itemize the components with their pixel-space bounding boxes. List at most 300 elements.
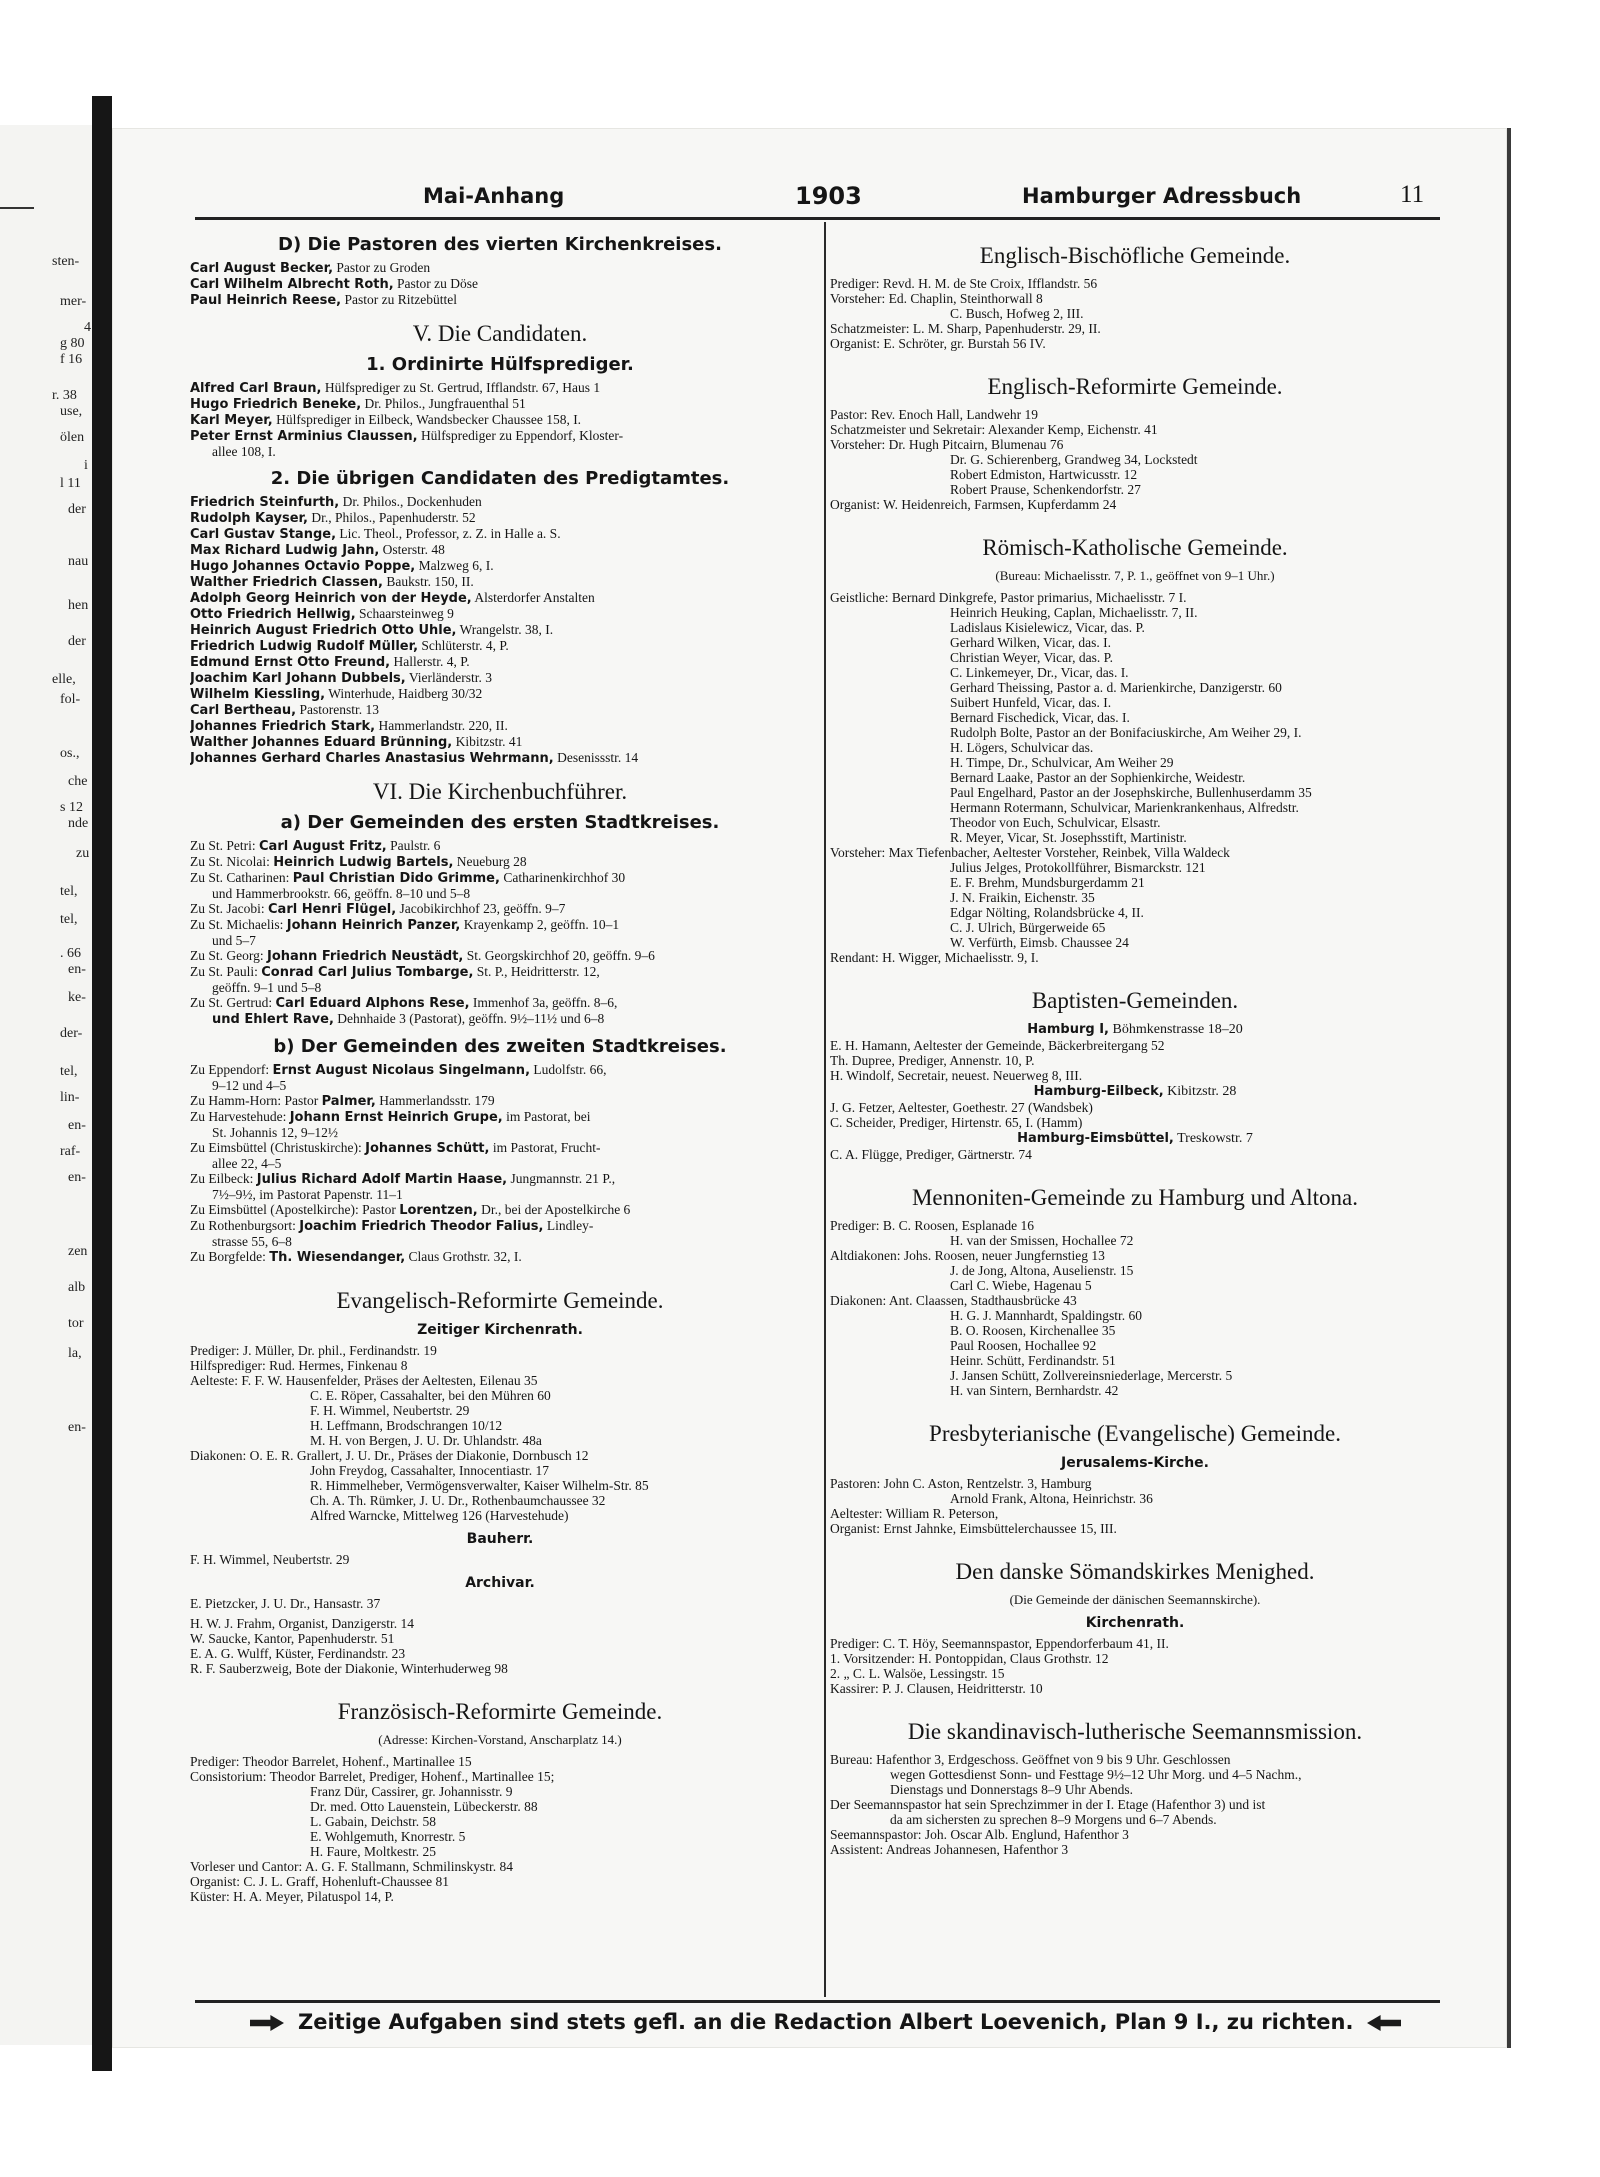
- church-member-entry: Aelteste: F. F. W. Hausenfelder, Präses der Aeltesten, Eilenau 35: [190, 1373, 538, 1388]
- entry-name: Th. Wiesendanger,: [269, 1250, 406, 1265]
- candidate-entry: [190, 638, 810, 654]
- adjacent-page-fragment: i: [84, 458, 88, 473]
- entry-name: Heinrich Ludwig Bartels,: [273, 855, 454, 870]
- entry-name: und Ehlert Rave,: [212, 1012, 334, 1027]
- church-member-entry: Robert Edmiston, Hartwicusstr. 12: [950, 467, 1138, 482]
- entry-detail: Hülfsprediger in Eilbeck, Wandsbecker Chaussee 158, I.: [272, 412, 582, 427]
- entry-name: Walther Johannes Eduard Brünning,: [190, 735, 453, 750]
- registrar-entry: [190, 1140, 810, 1156]
- entry-detail: Hülfsprediger zu St. Gertrud, Ifflandstr. 67, Haus 1: [321, 380, 601, 395]
- entry-detail: Pastorenstr. 13: [296, 702, 379, 717]
- church-member-entry: H. Windolf, Secretair, neuest. Neuerweg 8, III.: [830, 1068, 1083, 1083]
- church-member-entry: Hilfsprediger: Rud. Hermes, Finkenau 8: [190, 1358, 408, 1373]
- registrar-entry: [190, 1202, 810, 1218]
- church-member-entry: Suibert Hunfeld, Vicar, das. I.: [950, 695, 1112, 710]
- candidate-entry: [190, 670, 810, 686]
- entry-detail: und 5–7: [212, 933, 256, 948]
- entry-detail: Hammerlandsstr. 179: [375, 1093, 495, 1108]
- entry-prefix: Zu St. Gertrud:: [190, 995, 276, 1010]
- congregation-heading: [830, 1130, 1440, 1147]
- church-member-entry: Der Seemannspastor hat sein Sprechzimmer in der I. Etage (Hafenthor 3) und ist: [830, 1797, 1266, 1812]
- entry-name: Johann Ernst Heinrich Grupe,: [289, 1110, 503, 1125]
- church-member-entry: Th. Dupree, Prediger, Annenstr. 10, P.: [830, 1053, 1035, 1068]
- entry-detail: Jungmannstr. 21 P.,: [507, 1171, 616, 1186]
- running-header: [305, 180, 1435, 216]
- entry-detail: Desenissstr. 14: [553, 750, 639, 765]
- adjacent-page-fragment: nde: [68, 816, 89, 831]
- entry-name: Alfred Carl Braun,: [190, 381, 322, 396]
- registrar-entry: [190, 917, 810, 933]
- church-member-entry: Arnold Frank, Altona, Heinrichstr. 36: [950, 1491, 1153, 1506]
- adjacent-page-fragment: alb: [68, 1280, 86, 1295]
- entry-detail: St. Johannis 12, 9–12½: [212, 1125, 339, 1140]
- entry-detail: Schaarsteinweg 9: [355, 606, 454, 621]
- entry-name: Rudolph Kayser,: [190, 511, 308, 526]
- entry-name: Otto Friedrich Hellwig,: [190, 607, 356, 622]
- entry-name: Friedrich Steinfurth,: [190, 495, 340, 510]
- candidate-entry: [190, 702, 810, 718]
- church-member-entry: H. Timpe, Dr., Schulvicar, Am Weiher 29: [950, 755, 1174, 770]
- church-member-entry: Franz Dür, Cassirer, gr. Johannisstr. 9: [310, 1784, 513, 1799]
- church-member-entry: L. Gabain, Deichstr. 58: [310, 1814, 436, 1829]
- spacer: [190, 459, 810, 464]
- entry-name: Julius Richard Adolf Martin Haase,: [256, 1172, 508, 1187]
- entry-detail: Dr. Philos., Dockenhuden: [339, 494, 482, 509]
- adjacent-page-fragment: s 12: [60, 800, 83, 815]
- adjacent-page-fragment: en-: [68, 1118, 86, 1133]
- church-member-entry: Vorsteher: Ed. Chaplin, Steinthorwall 8: [830, 291, 1043, 306]
- church-member-entry: Heinrich Heuking, Caplan, Michaelisstr. 7, II.: [950, 605, 1198, 620]
- church-member-entry: 2. „ C. L. Walsöe, Lessingstr. 15: [830, 1666, 1005, 1681]
- entry-name: Johann Heinrich Panzer,: [286, 918, 461, 933]
- entry-detail: St. Georgskirchhof 20, geöffn. 9–6: [463, 948, 655, 963]
- registrar-entry: [190, 1249, 810, 1265]
- registrar-entry: [190, 1093, 810, 1109]
- entry-detail: Pastor zu Ritzebüttel: [341, 292, 457, 307]
- church-member-entry: 1. Vorsitzender: H. Pontoppidan, Claus Grothstr. 12: [830, 1651, 1109, 1666]
- entry-name: Carl Eduard Alphons Rese,: [275, 996, 470, 1011]
- spacer: [830, 1536, 1440, 1546]
- adjacent-page-fragment: ölen: [60, 430, 85, 445]
- adjacent-page-fragment: tor: [68, 1316, 84, 1331]
- adjacent-page-fragment: en-: [68, 962, 86, 977]
- church-member-entry: R. F. Sauberzweig, Bote der Diakonie, Winterhuderweg 98: [190, 1661, 508, 1676]
- church-member-entry: Carl C. Wiebe, Hagenau 5: [950, 1278, 1092, 1293]
- candidate-entry: [190, 380, 810, 396]
- registrar-entry: [190, 1171, 810, 1187]
- congregation-address: Treskowstr. 7: [1173, 1131, 1253, 1146]
- adjacent-page-fragment: zu: [76, 846, 90, 861]
- church-member-entry: H. W. J. Frahm, Organist, Danzigerstr. 14: [190, 1616, 414, 1631]
- church-member-entry: Bernard Laake, Pastor an der Sophienkirche, Weidestr.: [950, 770, 1246, 785]
- entry-prefix: Zu St. Georg:: [190, 948, 267, 963]
- church-member-entry: Küster: H. A. Meyer, Pilatuspol 14, P.: [190, 1889, 394, 1904]
- adjacent-page-fragment: use,: [60, 404, 83, 419]
- church-member-entry: Prediger: J. Müller, Dr. phil., Ferdinandstr. 19: [190, 1343, 437, 1358]
- header-title: Hamburger Adressbuch: [1022, 184, 1302, 208]
- page-number: 11: [1400, 181, 1425, 208]
- adjacent-page-fragment: der-: [60, 1026, 83, 1041]
- entry-detail: Hammerlandstr. 220, II.: [375, 718, 508, 733]
- church-member-entry: Aeltester: William R. Peterson,: [830, 1506, 999, 1521]
- church-member-entry: Paul Engelhard, Pastor an der Josephskirche, Bullenhuserdamm 35: [950, 785, 1312, 800]
- church-member-entry: M. H. von Bergen, J. U. Dr. Uhlandstr. 48a: [310, 1433, 542, 1448]
- church-member-entry: Gerhard Wilken, Vicar, das. I.: [950, 635, 1112, 650]
- entry-name: Adolph Georg Heinrich von der Heyde,: [190, 591, 472, 606]
- adjacent-page-strip: [0, 125, 92, 2045]
- candidate-entry: [190, 428, 810, 444]
- church-member-entry: H. Leffmann, Brodschrangen 10/12: [310, 1418, 503, 1433]
- church-member-entry: Alfred Warncke, Mittelweg 126 (Harvestehude): [310, 1508, 569, 1523]
- subsection-erster-stadtkreis: a) Der Gemeinden des ersten Stadtkreises.: [280, 812, 720, 833]
- church-member-entry: Dienstags und Donnerstags 8–9 Uhr Abends.: [890, 1782, 1133, 1797]
- entry-prefix: Zu Borgfelde:: [190, 1249, 270, 1264]
- section-title-englisch-bischoeflich: Englisch-Bischöfliche Gemeinde.: [979, 243, 1291, 268]
- entry-detail: Vierländerstr. 3: [405, 670, 493, 685]
- church-member-entry: Gerhard Theissing, Pastor a. d. Marienkirche, Danzigerstr. 60: [950, 680, 1282, 695]
- subsection-ordinirte: 1. Ordinirte Hülfsprediger.: [366, 354, 634, 375]
- registrar-entry: [190, 995, 810, 1011]
- pointing-hand-icon: [250, 2015, 284, 2031]
- entry-prefix: Zu St. Jacobi:: [190, 901, 268, 916]
- spacer: [190, 1265, 810, 1275]
- adjacent-page-fragment: mer-: [60, 294, 87, 309]
- church-member-entry: Organist: Ernst Jahnke, Eimsbüttelerchaussee 15, III.: [830, 1521, 1117, 1536]
- church-member-entry: Bureau: Hafenthor 3, Erdgeschoss. Geöffnet von 9 bis 9 Uhr. Geschlossen: [830, 1752, 1231, 1767]
- spacer: [830, 1398, 1440, 1408]
- section-title-baptisten: Baptisten-Gemeinden.: [1031, 988, 1239, 1013]
- adjacent-page-fragment: os.,: [60, 746, 80, 761]
- entry-name: Max Richard Ludwig Jahn,: [190, 543, 380, 558]
- entry-detail: Pastor zu Groden: [333, 260, 431, 275]
- entry-detail: 7½–9½, im Pastorat Papenstr. 11–1: [212, 1187, 403, 1202]
- entry-name: Hugo Friedrich Beneke,: [190, 397, 362, 412]
- candidate-entry: [190, 444, 810, 459]
- entry-detail: Catharinenkirchhof 30: [499, 870, 626, 885]
- entry-name: Johannes Gerhard Charles Anastasius Wehrmann,: [190, 751, 554, 766]
- adjacent-page-fragment: sten-: [52, 254, 80, 269]
- registrar-entry: [190, 948, 810, 964]
- church-member-entry: J. Jansen Schütt, Zollvereinsniederlage, Mercerstr. 5: [950, 1368, 1233, 1383]
- adjacent-page-fragment: tel,: [60, 884, 78, 899]
- church-member-entry: Organist: C. J. L. Graff, Hohenluft-Chaussee 81: [190, 1874, 449, 1889]
- entry-detail: Lindley-: [543, 1218, 594, 1233]
- footer-notice: [250, 2010, 1410, 2050]
- congregation-address: Kibitzstr. 28: [1163, 1084, 1237, 1099]
- adjacent-page-fragment: zen: [68, 1244, 88, 1259]
- entry-detail: Lic. Theol., Professor, z. Z. in Halle a. S.: [336, 526, 561, 541]
- right-column: [830, 230, 1440, 1857]
- congregation-name: Hamburg-Eimsbüttel,: [1017, 1131, 1174, 1146]
- entry-name: Paul Christian Dido Grimme,: [292, 871, 500, 886]
- congregation-heading: [830, 1021, 1440, 1038]
- church-member-entry: E. Wohlgemuth, Knorrestr. 5: [310, 1829, 466, 1844]
- entry-name: Conrad Carl Julius Tombarge,: [261, 965, 474, 980]
- adjacent-page-fragment: fol-: [60, 692, 81, 707]
- entry-detail: Alsterdorfer Anstalten: [471, 590, 595, 605]
- church-member-entry: F. H. Wimmel, Neubertstr. 29: [190, 1552, 350, 1567]
- section-title-presbyterianisch: Presbyterianische (Evangelische) Gemeinde.: [929, 1421, 1341, 1446]
- entry-detail: Pastor zu Döse: [393, 276, 479, 291]
- registrar-entry: [190, 1109, 810, 1125]
- church-member-entry: C. Linkemeyer, Dr., Vicar, das. I.: [950, 665, 1129, 680]
- adjacent-page-fragment: en-: [68, 1420, 86, 1435]
- entry-detail: Malzweg 6, I.: [415, 558, 494, 573]
- church-member-entry: Vorsteher: Dr. Hugh Pitcairn, Blumenau 76: [830, 437, 1064, 452]
- entry-name: Carl August Fritz,: [259, 839, 387, 854]
- entry-detail: im Pastorat, Frucht-: [489, 1140, 601, 1155]
- adjacent-page-fragment: . 66: [60, 946, 81, 961]
- entry-name: Edmund Ernst Otto Freund,: [190, 655, 391, 670]
- church-member-entry: E. F. Brehm, Mundsburgerdamm 21: [950, 875, 1145, 890]
- spacer: [830, 1696, 1440, 1706]
- entry-name: Johann Friedrich Neustädt,: [267, 949, 464, 964]
- entry-prefix: Zu Eimsbüttel (Christuskirche):: [190, 1140, 366, 1155]
- entry-detail: Osterstr. 48: [379, 542, 445, 557]
- registrar-entry: [190, 980, 810, 995]
- church-member-entry: H. Faure, Moltkestr. 25: [310, 1844, 436, 1859]
- church-member-entry: Assistent: Andreas Johannesen, Hafenthor 3: [830, 1842, 1069, 1857]
- church-member-entry: Vorleser und Cantor: A. G. F. Stallmann, Schmilinskystr. 84: [190, 1859, 514, 1874]
- column-divider: [824, 222, 826, 1997]
- section-title-roemisch-katholisch: Römisch-Katholische Gemeinde.: [982, 535, 1288, 560]
- church-member-entry: Prediger: Theodor Barrelet, Hohenf., Martinallee 15: [190, 1754, 472, 1769]
- spacer: [830, 965, 1440, 975]
- entry-prefix: Zu St. Petri:: [190, 838, 260, 853]
- entry-detail: und Hammerbrookstr. 66, geöffn. 8–10 und 5–8: [212, 886, 471, 901]
- adjacent-page-fragment: f 16: [60, 352, 83, 367]
- church-member-entry: C. J. Ulrich, Bürgerweide 65: [950, 920, 1106, 935]
- entry-detail: Kibitzstr. 41: [452, 734, 523, 749]
- church-member-entry: R. Himmelheber, Vermögensverwalter, Kaiser Wilhelm-Str. 85: [310, 1478, 649, 1493]
- entry-name: Joachim Karl Johann Dubbels,: [190, 671, 406, 686]
- entry-detail: Hallerstr. 4, P.: [390, 654, 470, 669]
- entry-detail: allee 108, I.: [212, 444, 276, 459]
- adjacent-page-fragment: lin-: [60, 1090, 80, 1105]
- subsection-kirchenrath: Kirchenrath.: [1085, 1615, 1185, 1631]
- entry-prefix: Zu Harvestehude:: [190, 1109, 290, 1124]
- section-title-mennoniten: Mennoniten-Gemeinde zu Hamburg und Altona.: [911, 1185, 1359, 1210]
- church-member-entry: Prediger: Revd. H. M. de Ste Croix, Ifflandstr. 56: [830, 276, 1098, 291]
- adjacent-page-fragment: 4: [84, 320, 91, 335]
- book-gutter: [92, 96, 112, 2071]
- adjacent-page-fragment: der: [68, 502, 86, 517]
- registrar-entry: [190, 1156, 810, 1171]
- church-member-entry: W. Verfürth, Eimsb. Chaussee 24: [950, 935, 1129, 950]
- church-member-entry: Rendant: H. Wigger, Michaelisstr. 9, I.: [830, 950, 1039, 965]
- entry-name: Wilhelm Kiessling,: [190, 687, 326, 702]
- entry-prefix: Zu Eilbeck:: [190, 1171, 257, 1186]
- section-title-pastoren: D) Die Pastoren des vierten Kirchenkreises.: [278, 234, 722, 255]
- church-member-entry: E. H. Hamann, Aeltester der Gemeinde, Bäckerbreitergang 52: [830, 1038, 1165, 1053]
- entry-detail: Dr., bei der Apostelkirche 6: [477, 1202, 631, 1217]
- entry-name: Johannes Friedrich Stark,: [190, 719, 376, 734]
- entry-detail: Hülfsprediger zu Eppendorf, Kloster-: [417, 428, 624, 443]
- registrar-entry: [190, 964, 810, 980]
- adjacent-page-fragment: en-: [68, 1170, 86, 1185]
- entry-name: Hugo Johannes Octavio Poppe,: [190, 559, 416, 574]
- entry-name: Karl Meyer,: [190, 413, 273, 428]
- subsection-candidaten-predigtamt: 2. Die übrigen Candidaten des Predigtamtes.: [270, 468, 730, 489]
- church-member-entry: Organist: W. Heidenreich, Farmsen, Kupferdamm 24: [830, 497, 1117, 512]
- section-title-danske-soemandskirke: Den danske Sömandskirkes Menighed.: [955, 1559, 1315, 1584]
- entry-prefix: Zu St. Nicolai:: [190, 854, 274, 869]
- church-member-entry: John Freydog, Cassahalter, Innocentiastr. 17: [310, 1463, 550, 1478]
- entry-name: Johannes Schütt,: [365, 1141, 490, 1156]
- spacer: [830, 512, 1440, 522]
- entry-detail: allee 22, 4–5: [212, 1156, 282, 1171]
- entry-detail: strasse 55, 6–8: [212, 1234, 292, 1249]
- candidate-entry: [190, 396, 810, 412]
- adjacent-page-fragment: der: [68, 634, 86, 649]
- spacer: [190, 1523, 810, 1528]
- church-member-entry: Hermann Rotermann, Schulvicar, Marienkrankenhaus, Alfredstr.: [950, 800, 1299, 815]
- entry-detail: Dr. Philos., Jungfrauenthal 51: [361, 396, 526, 411]
- spacer: [190, 1676, 810, 1686]
- entry-detail: Jacobikirchhof 23, geöffn. 9–7: [396, 901, 566, 916]
- registrar-entry: [190, 933, 810, 948]
- church-member-entry: Seemannspastor: Joh. Oscar Alb. Englund, Hafenthor 3: [830, 1827, 1129, 1842]
- subsection-bauherr: Bauherr.: [466, 1531, 534, 1547]
- adjacent-page-fragment: che: [68, 774, 88, 789]
- church-member-entry: H. van der Smissen, Hochallee 72: [950, 1233, 1134, 1248]
- church-member-entry: H. van Sintern, Bernhardstr. 42: [950, 1383, 1119, 1398]
- entry-detail: St. P., Heidritterstr. 12,: [473, 964, 600, 979]
- church-member-entry: Prediger: B. C. Roosen, Esplanade 16: [830, 1218, 1034, 1233]
- church-member-entry: H. G. J. Mannhardt, Spaldingstr. 60: [950, 1308, 1142, 1323]
- candidate-entry: [190, 526, 810, 542]
- entry-prefix: Zu St. Michaelis:: [190, 917, 287, 932]
- candidate-entry: [190, 718, 810, 734]
- candidate-entry: [190, 558, 810, 574]
- candidate-entry: [190, 542, 810, 558]
- entry-name: Carl Henri Flügel,: [268, 902, 397, 917]
- church-member-entry: Consistorium: Theodor Barrelet, Prediger, Hohenf., Martinallee 15;: [190, 1769, 555, 1784]
- registrar-entry: [190, 1078, 810, 1093]
- section-title-evangelisch-reformirt: Evangelisch-Reformirte Gemeinde.: [336, 1288, 664, 1313]
- entry-name: Carl Gustav Stange,: [190, 527, 337, 542]
- church-member-entry: E. A. G. Wulff, Küster, Ferdinandstr. 23: [190, 1646, 406, 1661]
- church-member-entry: H. Lögers, Schulvicar das.: [950, 740, 1094, 755]
- registrar-entry: [190, 1062, 810, 1078]
- pastor-entry: [190, 276, 810, 292]
- entry-name: Joachim Friedrich Theodor Falius,: [299, 1219, 544, 1234]
- church-member-entry: Theodor von Euch, Schulvicar, Elsastr.: [950, 815, 1161, 830]
- entry-prefix: Zu Eppendorf:: [190, 1062, 273, 1077]
- entry-name: Palmer,: [321, 1094, 376, 1109]
- church-member-entry: F. H. Wimmel, Neubertstr. 29: [310, 1403, 470, 1418]
- entry-name: Ernst August Nicolaus Singelmann,: [272, 1063, 531, 1078]
- entry-detail: Neueburg 28: [453, 854, 527, 869]
- entry-name: Paul Heinrich Reese,: [190, 293, 342, 308]
- adjacent-page-rule: [0, 207, 34, 209]
- section-title-kirchenbuchfuehrer: VI. Die Kirchenbuchführer.: [372, 779, 628, 804]
- congregation-name: Hamburg I,: [1027, 1022, 1109, 1037]
- header-rule: [195, 217, 1440, 220]
- candidate-entry: [190, 734, 810, 750]
- left-column: [190, 230, 810, 1904]
- entry-name: Heinrich August Friedrich Otto Uhle,: [190, 623, 457, 638]
- church-member-entry: B. O. Roosen, Kirchenallee 35: [950, 1323, 1116, 1338]
- church-member-entry: Kassirer: P. J. Clausen, Heidritterstr. 10: [830, 1681, 1043, 1696]
- church-member-entry: W. Saucke, Kantor, Papenhuderstr. 51: [190, 1631, 395, 1646]
- section-note: (Adresse: Kirchen-Vorstand, Anscharplatz 14.): [378, 1732, 622, 1747]
- registrar-entry: [190, 901, 810, 917]
- spacer: [830, 1162, 1440, 1172]
- church-member-entry: Rudolph Bolte, Pastor an der Bonifaciuskirche, Am Weiher 29, I.: [950, 725, 1302, 740]
- adjacent-page-fragment: elle,: [52, 672, 76, 687]
- subsection-jerusalems-kirche: Jerusalems-Kirche.: [1060, 1455, 1209, 1471]
- subsection-kirchenrath: Zeitiger Kirchenrath.: [417, 1322, 583, 1338]
- entry-name: Lorentzen,: [399, 1203, 478, 1218]
- congregation-name: Hamburg-Eilbeck,: [1033, 1084, 1164, 1099]
- registrar-entry: [190, 1011, 810, 1027]
- entry-detail: Ludolfstr. 66,: [530, 1062, 607, 1077]
- church-member-entry: Schatzmeister: L. M. Sharp, Papenhuderstr. 29, II.: [830, 321, 1101, 336]
- registrar-entry: [190, 1125, 810, 1140]
- congregation-heading: [830, 1083, 1440, 1100]
- candidate-entry: [190, 412, 810, 428]
- spacer: [830, 351, 1440, 361]
- entry-prefix: Zu St. Pauli:: [190, 964, 262, 979]
- entry-prefix: Zu Eimsbüttel (Apostelkirche): Pastor: [190, 1202, 400, 1217]
- adjacent-page-fragment: raf-: [60, 1144, 81, 1159]
- entry-detail: Dehnhaide 3 (Pastorat), geöffn. 9½–11½ und 6–8: [333, 1011, 605, 1026]
- header-left: Mai-Anhang: [423, 184, 565, 208]
- church-member-entry: Schatzmeister und Sekretair: Alexander Kemp, Eichenstr. 41: [830, 422, 1158, 437]
- footer-text: Zeitige Aufgaben sind stets gefl. an die Redaction Albert Loevenich, Plan 9 I., zu richten.: [298, 2010, 1354, 2034]
- church-member-entry: C. E. Röper, Cassahalter, bei den Mühren 60: [310, 1388, 551, 1403]
- church-member-entry: Edgar Nölting, Rolandsbrücke 4, II.: [950, 905, 1144, 920]
- registrar-entry: [190, 838, 810, 854]
- church-member-entry: wegen Gottesdienst Sonn- und Festtage 9½–12 Uhr Morg. und 4–5 Nachm.,: [890, 1767, 1302, 1782]
- candidate-entry: [190, 510, 810, 526]
- church-member-entry: J. N. Fraikin, Eichenstr. 35: [950, 890, 1095, 905]
- adjacent-page-fragment: g 80: [60, 336, 85, 351]
- adjacent-page-fragment: tel,: [60, 912, 78, 927]
- church-member-entry: Organist: E. Schröter, gr. Burstah 56 IV.: [830, 336, 1046, 351]
- church-member-entry: Christian Weyer, Vicar, das. P.: [950, 650, 1113, 665]
- header-year: 1903: [795, 182, 862, 210]
- adjacent-page-fragment: r. 38: [52, 388, 77, 403]
- church-member-entry: da am sichersten zu sprechen 8–9 Morgens und 6–7 Abends.: [890, 1812, 1217, 1827]
- entry-detail: Claus Grothstr. 32, I.: [405, 1249, 522, 1264]
- church-member-entry: J. de Jong, Altona, Auselienstr. 15: [950, 1263, 1134, 1278]
- church-member-entry: Ladislaus Kisielewicz, Vicar, das. P.: [950, 620, 1145, 635]
- church-member-entry: C. Scheider, Prediger, Hirtenstr. 65, I. (Hamm): [830, 1115, 1083, 1130]
- section-title-englisch-reformirt: Englisch-Reformirte Gemeinde.: [987, 374, 1283, 399]
- footer-rule: [195, 2000, 1440, 2003]
- entry-name: Carl August Becker,: [190, 261, 334, 276]
- church-member-entry: J. G. Fetzer, Aeltester, Goethestr. 27 (Wandsbek): [830, 1100, 1093, 1115]
- entry-name: Friedrich Ludwig Rudolf Müller,: [190, 639, 419, 654]
- adjacent-page-fragment: nau: [68, 554, 89, 569]
- registrar-entry: [190, 870, 810, 886]
- church-member-entry: Altdiakonen: Johs. Roosen, neuer Jungfernstieg 13: [830, 1248, 1105, 1263]
- entry-name: Carl Wilhelm Albrecht Roth,: [190, 277, 394, 292]
- candidate-entry: [190, 622, 810, 638]
- adjacent-page-fragment: l 11: [60, 476, 81, 491]
- entry-detail: Schlüterstr. 4, P.: [418, 638, 509, 653]
- entry-detail: im Pastorat, bei: [502, 1109, 591, 1124]
- registrar-entry: [190, 1234, 810, 1249]
- entry-detail: Krayenkamp 2, geöffn. 10–1: [460, 917, 620, 932]
- candidate-entry: [190, 494, 810, 510]
- spacer: [190, 1567, 810, 1572]
- entry-name: Peter Ernst Arminius Claussen,: [190, 429, 418, 444]
- section-title-candidaten: V. Die Candidaten.: [412, 321, 588, 346]
- candidate-entry: [190, 590, 810, 606]
